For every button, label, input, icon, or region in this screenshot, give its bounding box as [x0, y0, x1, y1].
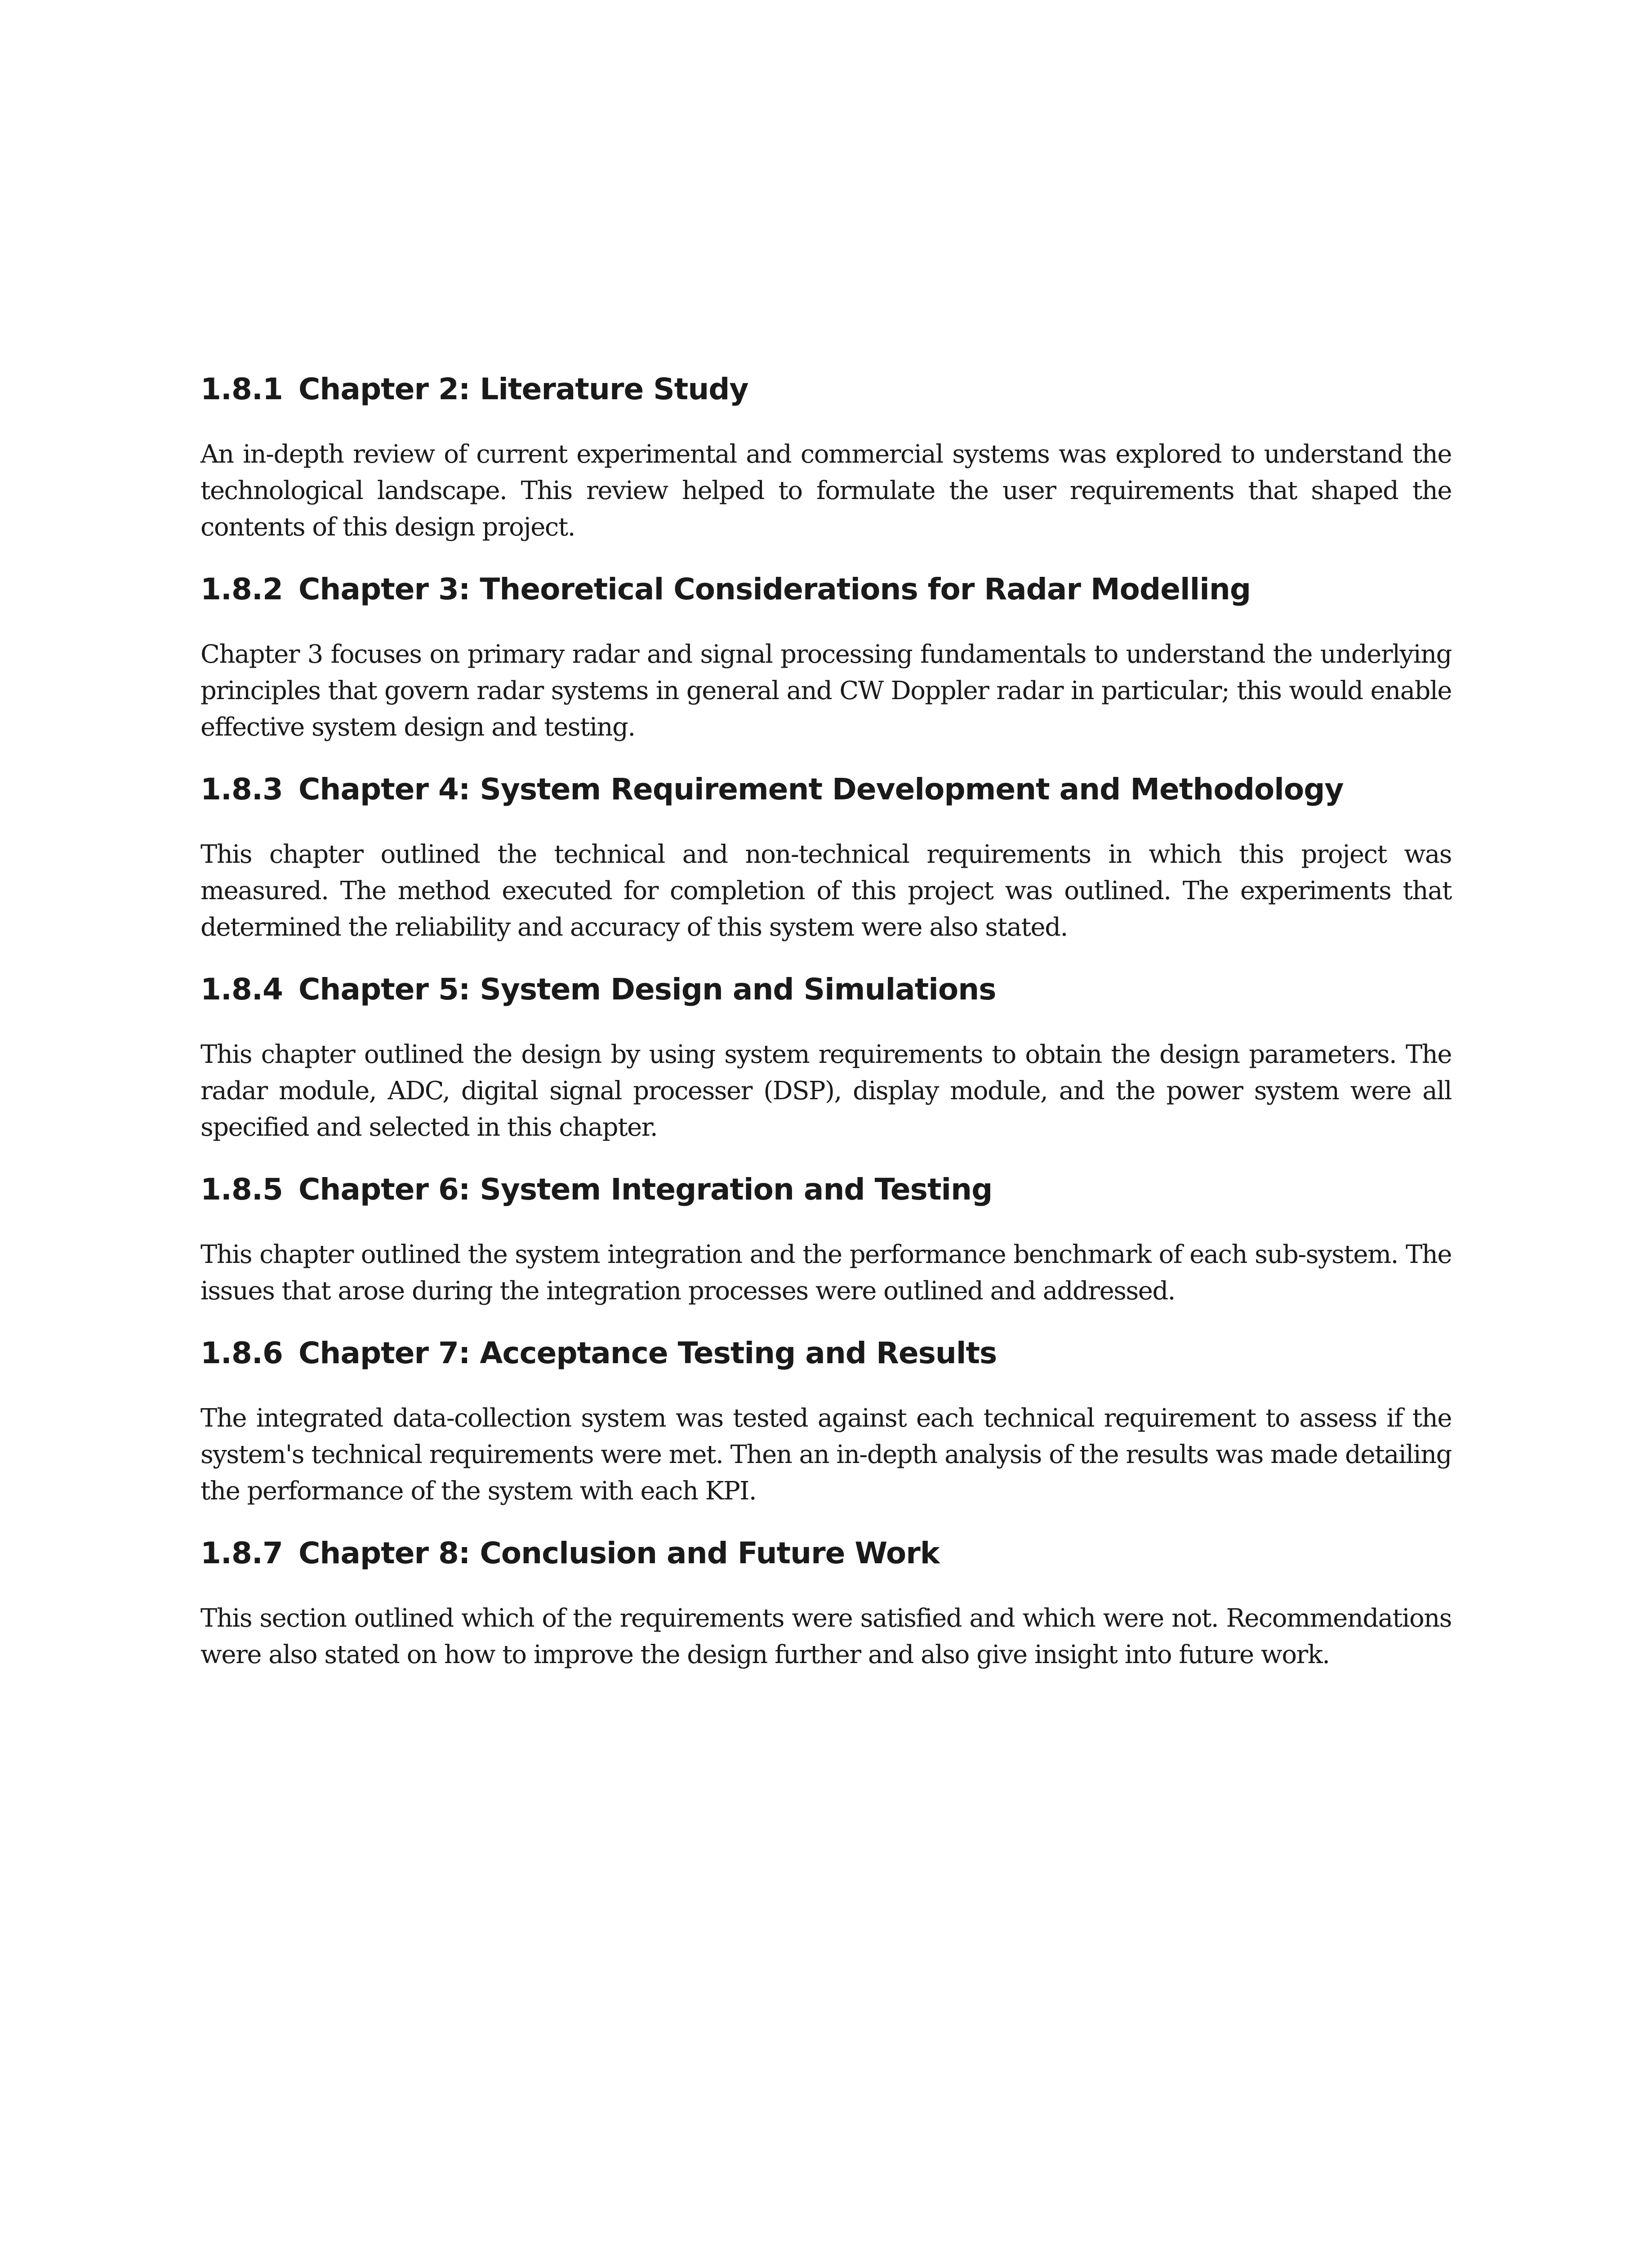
- section-title: Chapter 6: System Integration and Testing: [298, 1172, 993, 1207]
- section-title: Chapter 2: Literature Study: [298, 372, 748, 406]
- section-1-8-1: [200, 369, 1452, 545]
- section-1-8-6: [200, 1333, 1452, 1509]
- section-number: 1.8.5: [200, 1172, 283, 1207]
- section-title: Chapter 5: System Design and Simulations: [298, 972, 996, 1007]
- section-heading: [200, 769, 1452, 810]
- section-1-8-2: [200, 569, 1452, 745]
- section-number: 1.8.3: [200, 772, 283, 807]
- section-paragraph: Chapter 3 focuses on primary radar and signal processing fundamentals to understand the underlying principles that govern radar systems in general and CW Doppler radar in particular; this would enable effective system design and testing.: [200, 640, 1452, 742]
- section-title: Chapter 8: Conclusion and Future Work: [298, 1536, 940, 1570]
- section-heading: [200, 969, 1452, 1010]
- section-number: 1.8.4: [200, 972, 283, 1007]
- section-paragraph: This chapter outlined the system integration and the performance benchmark of each sub-system. The issues that arose during the integration processes were outlined and addressed.: [200, 1240, 1452, 1306]
- section-1-8-5: [200, 1169, 1452, 1309]
- section-paragraph: This chapter outlined the design by using system requirements to obtain the design parameters. The radar module, ADC, digital signal processer (DSP), display module, and the power system were all specified and selected in this chapter.: [200, 1040, 1452, 1142]
- section-1-8-7: [200, 1533, 1452, 1673]
- section-heading: [200, 569, 1452, 610]
- section-number: 1.8.2: [200, 572, 283, 607]
- section-heading: [200, 1533, 1452, 1574]
- section-paragraph: The integrated data-collection system was tested against each technical requirement to assess if the system's technical requirements were met. Then an in-depth analysis of the results was made detailing the performance of the system with each KPI.: [200, 1404, 1452, 1506]
- section-1-8-4: [200, 969, 1452, 1146]
- document-body: [200, 369, 1452, 1673]
- section-title: Chapter 7: Acceptance Testing and Results: [298, 1336, 997, 1370]
- section-paragraph: This section outlined which of the requirements were satisfied and which were not. Recommendations were also stated on how to improve the design further and also give insight into future work.: [200, 1604, 1452, 1669]
- section-paragraph: This chapter outlined the technical and non-technical requirements in which this project was measured. The method executed for completion of this project was outlined. The experiments that determined the reliability and accuracy of this system were also stated.: [200, 840, 1452, 942]
- section-number: 1.8.6: [200, 1336, 283, 1370]
- section-heading: [200, 369, 1452, 410]
- section-heading: [200, 1169, 1452, 1210]
- section-number: 1.8.1: [200, 372, 283, 406]
- section-title: Chapter 4: System Requirement Development and Methodology: [298, 772, 1344, 807]
- section-number: 1.8.7: [200, 1536, 283, 1570]
- section-heading: [200, 1333, 1452, 1374]
- section-paragraph: An in-depth review of current experimental and commercial systems was explored to understand the technological landscape. This review helped to formulate the user requirements that shaped the contents of this design project.: [200, 440, 1452, 542]
- section-title: Chapter 3: Theoretical Considerations for Radar Modelling: [298, 572, 1251, 607]
- section-1-8-3: [200, 769, 1452, 946]
